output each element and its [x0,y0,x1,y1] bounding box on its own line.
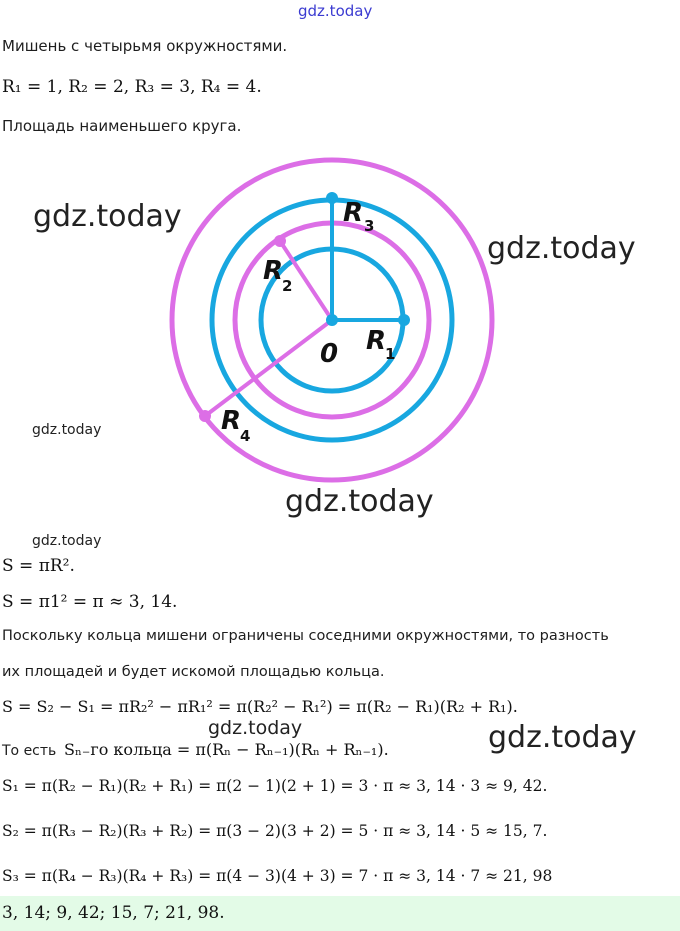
smallest-circle-text: Площадь наименьшего круга. [2,117,242,135]
point-r4 [199,410,211,422]
watermark-small-2: gdz.today [32,533,102,549]
paragraph-line-1: Поскольку кольца мишени ограничены соседними окружностями, то разность [2,628,609,644]
watermark-top: gdz.today [298,2,373,20]
label-r3: R [343,198,364,228]
point-r3 [326,192,338,204]
s3-formula: S₃ = π(R₄ − R₃)(R₄ + R₃) = π(4 − 3)(4 + 3) = 7 · π ≈ 3, 14 · 7 ≈ 21, 98 [2,867,553,885]
paragraph-line-2: их площадей и будет искомой площадью кольца. [2,664,385,680]
center-label: 0 [320,339,339,369]
intro-text: Мишень с четырьмя окружностями. [2,37,288,55]
label-r4-sub: 4 [240,427,251,445]
answer: 3, 14; 9, 42; 15, 7; 21, 98. [2,903,225,923]
area-formula: S = πR². [2,556,75,576]
watermark-right: gdz.today [487,231,636,266]
label-r1: R [366,326,387,356]
s1-formula: S₁ = π(R₂ − R₁)(R₂ + R₁) = π(2 − 1)(2 + 1) = 3 · π ≈ 3, 14 · 3 ≈ 9, 42. [2,777,548,795]
radii-formula: R₁ = 1, R₂ = 2, R₃ = 3, R₄ = 4. [2,77,262,97]
label-r1-sub: 1 [385,345,396,363]
s2-formula: S₂ = π(R₃ − R₂)(R₃ + R₂) = π(3 − 2)(3 + 2) = 5 · π ≈ 3, 14 · 5 ≈ 15, 7. [2,822,548,840]
watermark-left: gdz.today [33,199,182,234]
general-prefix: То есть [2,743,57,759]
watermark-bottom: gdz.today [285,484,434,519]
label-r3-sub: 3 [364,217,375,235]
ring-difference-formula: S = S₂ − S₁ = πR₂² − πR₁² = π(R₂² − R₁²) = π(R₂ − R₁)(R₂ + R₁). [2,697,518,716]
center-point [326,314,338,326]
watermark-right-2: gdz.today [488,720,637,755]
label-r2: R [263,256,284,286]
watermark-mid: gdz.today [208,717,303,739]
area-value-formula: S = π1² = π ≈ 3, 14. [2,592,178,612]
general-formula: Sₙ₋го кольца = π(Rₙ − Rₙ₋₁)(Rₙ + Rₙ₋₁). [64,740,389,759]
label-r4: R [221,406,242,436]
label-r2-sub: 2 [282,277,293,295]
point-r1 [398,314,410,326]
watermark-small-1: gdz.today [32,422,102,438]
point-r2 [274,235,286,247]
